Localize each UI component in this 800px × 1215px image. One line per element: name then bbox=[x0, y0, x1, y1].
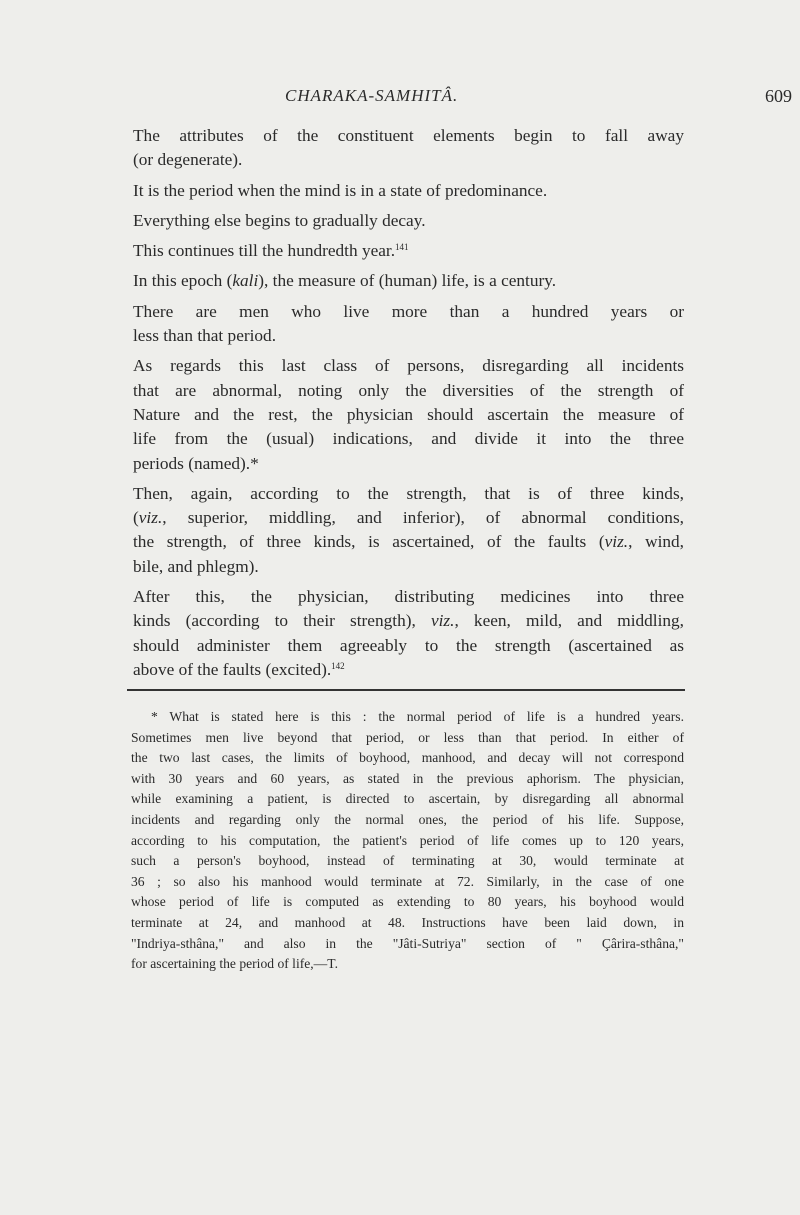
text-line bbox=[131, 707, 684, 728]
text-line bbox=[133, 269, 684, 293]
italic-text: viz. bbox=[430, 611, 455, 631]
footnote bbox=[131, 707, 684, 981]
italic-text: kali bbox=[232, 271, 259, 291]
italic-text: viz. bbox=[138, 508, 163, 528]
text-span: It is the period when the mind is in a state of predominance. bbox=[133, 180, 548, 200]
footnote-divider bbox=[127, 689, 685, 691]
text-line bbox=[131, 789, 684, 810]
text-line bbox=[133, 403, 684, 427]
text-span: while examining a patient, is directed to ascertain, by disregarding all abnormal bbox=[131, 791, 684, 807]
text-line bbox=[133, 506, 684, 530]
text-line bbox=[133, 555, 684, 579]
paragraph bbox=[133, 354, 684, 475]
text-line bbox=[131, 748, 684, 769]
text-line bbox=[131, 892, 684, 913]
text-line bbox=[131, 934, 684, 955]
text-span: according to his computation, the patient's period of life comes up to 120 years, bbox=[131, 832, 684, 848]
text-line bbox=[133, 634, 684, 658]
text-span: As regards this last class of persons, disregarding all incidents bbox=[133, 356, 684, 376]
paragraph bbox=[133, 209, 684, 233]
paragraph bbox=[133, 179, 684, 203]
text-span: with 30 years and 60 years, as stated in the previous aphorism. The physician, bbox=[131, 770, 684, 786]
text-line bbox=[133, 427, 684, 451]
text-line bbox=[133, 530, 684, 554]
paragraph bbox=[133, 124, 684, 173]
text-line bbox=[133, 324, 684, 348]
text-span: , keen, mild, and middling, bbox=[454, 611, 685, 631]
text-line bbox=[133, 452, 684, 476]
text-span: bile, and phlegm). bbox=[133, 556, 259, 576]
text-span: for ascertaining the period of life,—T. bbox=[131, 956, 338, 972]
text-span: There are men who live more than a hundred years or bbox=[133, 301, 684, 321]
text-line bbox=[133, 609, 684, 633]
page-number: 609 bbox=[765, 86, 792, 106]
text-line bbox=[131, 872, 684, 893]
main-text bbox=[133, 124, 684, 688]
text-line bbox=[133, 585, 684, 609]
text-span: terminate at 24, and manhood at 48. Instructions have been laid down, in bbox=[131, 914, 684, 930]
text-span: above of the faults (excited). bbox=[133, 659, 332, 679]
text-span: "Indriya-sthâna," and also in the "Jâti-Sutriya" section of " Çârira-sthâna," bbox=[131, 935, 684, 951]
text-line bbox=[133, 124, 684, 148]
text-line bbox=[133, 482, 684, 506]
text-line bbox=[131, 913, 684, 934]
text-line bbox=[133, 209, 684, 233]
text-span: , superior, middling, and inferior), of abnormal conditions, bbox=[162, 508, 684, 528]
text-span: such a person's boyhood, instead of terminating at 30, would terminate at bbox=[131, 853, 684, 869]
text-line bbox=[131, 851, 684, 872]
text-line bbox=[133, 354, 684, 378]
text-span: kinds (according to their strength), bbox=[133, 611, 431, 631]
text-span: periods (named).* bbox=[133, 453, 259, 473]
text-span: incidents and regarding only the normal ones, the period of his life. Suppose, bbox=[131, 811, 684, 827]
text-line bbox=[133, 300, 684, 324]
text-span: * What is stated here is this : the normal period of life is a hundred years. bbox=[151, 709, 684, 724]
page-header bbox=[0, 86, 800, 110]
footnote-paragraph bbox=[131, 707, 684, 975]
text-span: Everything else begins to gradually decay. bbox=[133, 210, 426, 230]
paragraph bbox=[133, 300, 684, 349]
text-span: ( bbox=[133, 508, 139, 528]
italic-text: viz. bbox=[604, 532, 629, 552]
text-span: In this epoch ( bbox=[133, 271, 233, 291]
text-span: Then, again, according to the strength, that is of three kinds, bbox=[133, 483, 684, 503]
running-title: CHARAKA-SAMHITÂ. bbox=[285, 86, 459, 105]
text-span: the two last cases, the limits of boyhood, manhood, and decay will not correspond bbox=[131, 750, 684, 766]
text-span: less than that period. bbox=[133, 326, 277, 346]
text-line bbox=[131, 831, 684, 852]
text-line bbox=[131, 810, 684, 831]
paragraph bbox=[133, 269, 684, 293]
text-span: should administer them agreeably to the strength (ascertained as bbox=[133, 635, 684, 655]
footnote-ref: 142 bbox=[331, 660, 345, 671]
text-span: 36 ; so also his manhood would terminate at 72. Similarly, in the case of one bbox=[131, 873, 684, 889]
text-span: that are abnormal, noting only the diversities of the strength of bbox=[133, 380, 684, 400]
text-span: Sometimes men live beyond that period, or less than that period. In either of bbox=[131, 729, 684, 745]
text-span: whose period of life is computed as extending to 80 years, his boyhood would bbox=[131, 894, 684, 910]
text-span: The attributes of the constituent elements begin to fall away bbox=[133, 126, 684, 145]
text-span: life from the (usual) indications, and divide it into the three bbox=[133, 429, 684, 449]
text-span: the strength, of three kinds, is ascertained, of the faults ( bbox=[133, 532, 605, 552]
text-span: , wind, bbox=[628, 532, 685, 552]
footnote-ref: 141 bbox=[395, 242, 409, 253]
text-span: ), the measure of (human) life, is a century. bbox=[258, 271, 557, 291]
paragraph bbox=[133, 585, 684, 682]
text-line bbox=[131, 728, 684, 749]
text-span: This continues till the hundredth year. bbox=[133, 241, 396, 261]
text-span: Nature and the rest, the physician should ascertain the measure of bbox=[133, 404, 684, 424]
text-line bbox=[133, 379, 684, 403]
text-line bbox=[133, 148, 684, 172]
paragraph bbox=[133, 239, 684, 263]
text-span: After this, the physician, distributing medicines into three bbox=[133, 587, 684, 607]
paragraph bbox=[133, 482, 684, 579]
text-line bbox=[133, 239, 684, 263]
text-line bbox=[133, 658, 684, 682]
text-line bbox=[131, 954, 684, 975]
text-line bbox=[131, 769, 684, 790]
text-line bbox=[133, 179, 684, 203]
text-span: (or degenerate). bbox=[133, 150, 243, 170]
